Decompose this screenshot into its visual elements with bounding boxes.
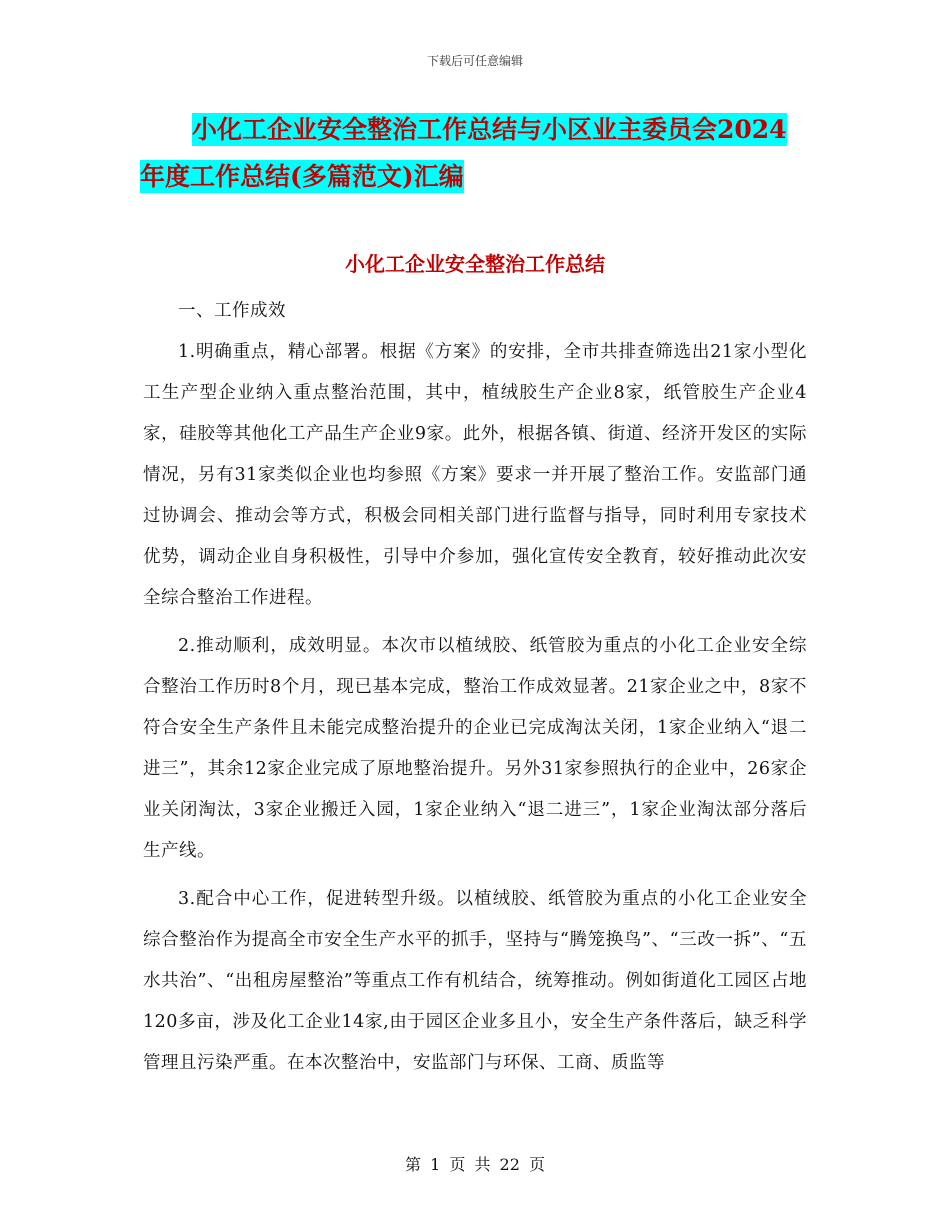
page-footer: 第 1 页 共 22 页	[405, 1155, 545, 1174]
paragraph: 2.推动顺利，成效明显。本次市以植绒胶、纸管胶为重点的小化工企业安全综合整治工作历时8个月，现已基本完成，整治工作成效显著。21家企业之中，8家不符合安全生产条件且未能完成整治提升的企业已完成淘汰关闭，1家企业纳入“退二进三”，其余12家企业完成了原地整治提升。另外31家参照执行的企业中，26家企业关闭淘汰，3家企业搬迁入园，1家企业纳入“退二进三”，1家企业淘汰部分落后生产线。	[143, 636, 807, 861]
document-body	[143, 291, 807, 1084]
section-title: 小化工企业安全整治工作总结	[345, 252, 605, 276]
paragraph: 3.配合中心工作，促进转型升级。以植绒胶、纸管胶为重点的小化工企业安全综合整治作为提高全市安全生产水平的抓手，坚持与“腾笼换鸟”、“三改一拆”、“五水共治”、“出租房屋整治”等重点工作有机结合，统筹推动。例如街道化工园区占地120多亩，涉及化工企业14家,由于园区企业多且小，安全生产条件落后，缺乏科学管理且污染严重。在本次整治中，安监部门与环保、工商、质监等	[143, 889, 807, 1073]
title-line-1: 小化工企业安全整治工作总结与小区业主委员会2024	[192, 115, 787, 144]
paragraph-heading: 一、工作成效	[178, 301, 286, 321]
title-line-2: 年度工作总结(多篇范文)汇编	[140, 162, 464, 191]
header-note: 下载后可任意编辑	[426, 54, 523, 68]
document-title	[140, 106, 820, 200]
paragraph: 1.明确重点，精心部署。根据《方案》的安排，全市共排查筛选出21家小型化工生产型企业纳入重点整治范围，其中，植绒胶生产企业8家，纸管胶生产企业4家，硅胶等其他化工产品生产企业9家。此外，根据各镇、街道、经济开发区的实际情况，另有31家类似企业也均参照《方案》要求一并开展了整治工作。安监部门通过协调会、推动会等方式，积极会同相关部门进行监督与指导，同时利用专家技术优势，调动企业自身积极性，引导中介参加，强化宣传安全教育，较好推动此次安全综合整治工作进程。	[143, 342, 807, 608]
